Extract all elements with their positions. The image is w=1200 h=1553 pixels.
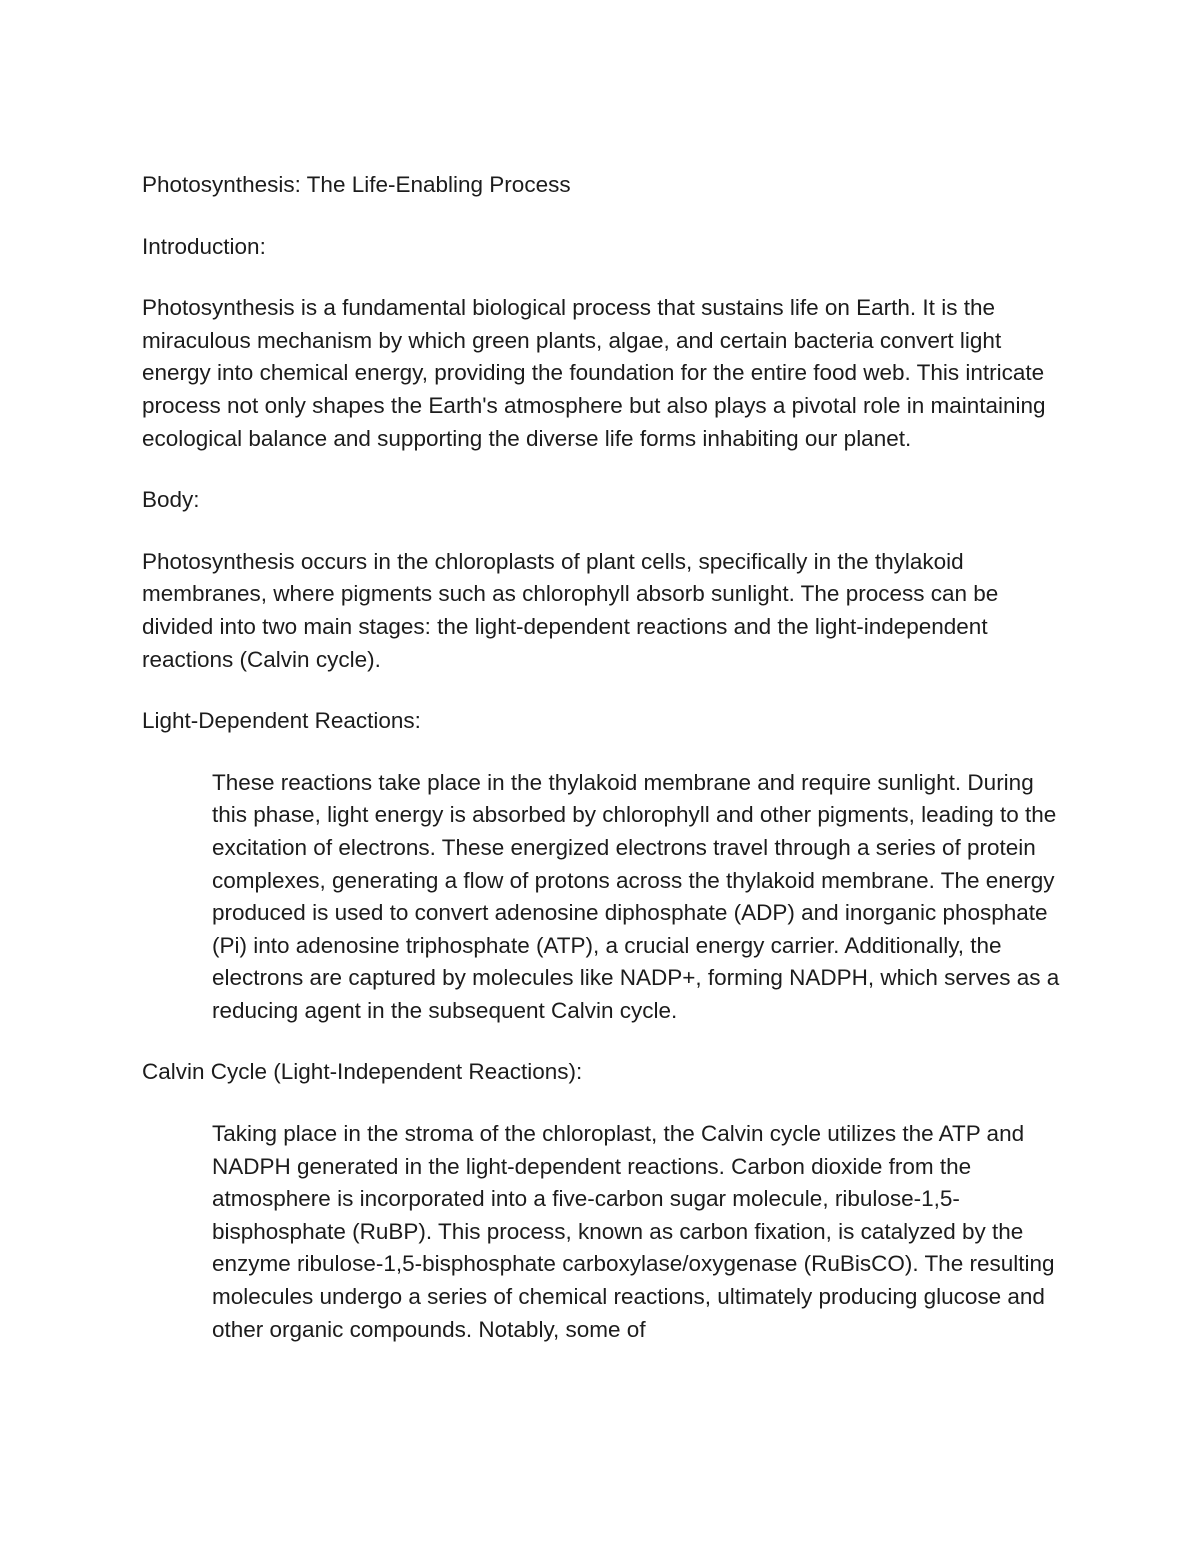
body-heading: Body: bbox=[142, 487, 200, 513]
light-dependent-paragraph: These reactions take place in the thylakoid membrane and require sunlight. During this phase, light energy is absorbed by chlorophyll and other pigments, leading to the excitation of electrons. These energized electrons travel through a series of protein complexes, generating a flow of protons across the thylakoid membrane. The energy produced is used to convert adenosine diphosphate (ADP) and inorganic phosphate (Pi) into adenosine triphosphate (ATP), a crucial energy carrier. Additionally, the electrons are captured by molecules like NADP+, forming NADPH, which serves as a reducing agent in the subsequent Calvin cycle. bbox=[212, 769, 1060, 1023]
document-title: Photosynthesis: The Life-Enabling Process bbox=[142, 172, 571, 197]
calvin-cycle-heading: Calvin Cycle (Light-Independent Reactions): bbox=[142, 1059, 583, 1085]
calvin-cycle-paragraph: Taking place in the stroma of the chloroplast, the Calvin cycle utilizes the ATP and NADPH generated in the light-dependent reactions. Carbon dioxide from the atmosphere is incorporated into a five-carbon sugar molecule, ribulose-1,5-bisphosphate (RuBP). This process, known as carbon fixation, is catalyzed by the enzyme ribulose-1,5-bisphosphate carboxylase/oxygenase (RuBisCO). The resulting molecules undergo a series of chemical reactions, ultimately producing glucose and other organic compounds. Notably, some of bbox=[212, 1121, 1055, 1342]
introduction-heading: Introduction: bbox=[142, 233, 266, 259]
introduction-paragraph: Photosynthesis is a fundamental biological process that sustains life on Earth. It is the miraculous mechanism by which green plants, algae, and certain bacteria convert light energy into chemical energy, providing the foundation for the entire food web. This intricate process not only shapes the Earth's atmosphere but also plays a pivotal role in maintaining ecological balance and supporting the diverse life forms inhabiting our planet. bbox=[142, 295, 1046, 451]
body-paragraph: Photosynthesis occurs in the chloroplasts of plant cells, specifically in the thylakoid membranes, where pigments such as chlorophyll absorb sunlight. The process can be divided into two main stages: the light-dependent reactions and the light-independent reactions (Calvin cycle). bbox=[142, 548, 999, 672]
document-content bbox=[142, 169, 1062, 1346]
light-dependent-heading: Light-Dependent Reactions: bbox=[142, 708, 421, 734]
